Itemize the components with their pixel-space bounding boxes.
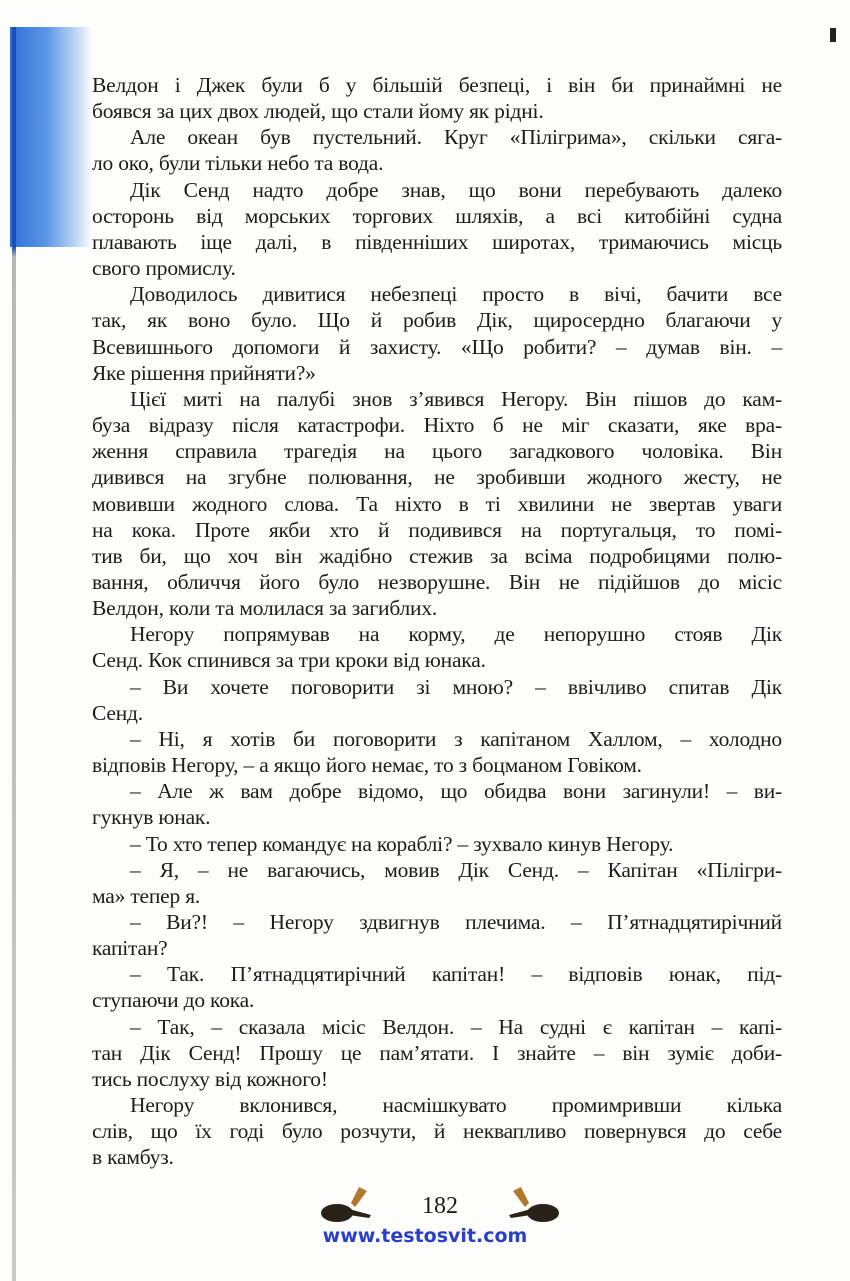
text-line: Але океан був пустельний. Круг «Пілігрима», скільки сяга- bbox=[130, 125, 782, 150]
corner-mark bbox=[830, 28, 836, 42]
text-line: плавають іще далі, в південніших широтах, тримаючись місць bbox=[92, 229, 782, 254]
text-line: так, як воно було. Що й робив Дік, щиросердно благаючи у bbox=[92, 308, 782, 333]
text-line: Всевишнього допомоги й захисту. «Що робити? – думав він. – bbox=[92, 334, 782, 359]
text-line: Доводилось дивитися небезпеці просто в вічі, бачити все bbox=[130, 282, 782, 307]
text-line: – Ні, я хотів би поговорити з капітаном Халлом, – холодно bbox=[130, 726, 782, 751]
text-line: Дік Сенд надто добре знав, що вони перебувають далеко bbox=[130, 177, 782, 202]
body-text bbox=[92, 72, 782, 1171]
text-line: – Ви хочете поговорити зі мною? – ввічливо спитав Дік bbox=[130, 674, 782, 699]
text-line: – То хто тепер командує на кораблі? – зухвало кинув Негору. bbox=[130, 831, 674, 856]
blue-margin-band bbox=[10, 27, 92, 247]
text-line: ма» тепер я. bbox=[92, 883, 201, 908]
page-number: 182 bbox=[422, 1193, 458, 1219]
text-line: осторонь від морських торгових шляхів, а всі китобійні судна bbox=[92, 203, 782, 228]
text-line: на кока. Проте якби хто й подивився на португальця, то помі- bbox=[92, 517, 782, 542]
text-line: свого промислу. bbox=[92, 256, 236, 281]
text-line: мовивши жодного слова. Та ніхто в ті хвилини не звертав уваги bbox=[92, 491, 782, 516]
pointing-hand-right-icon bbox=[505, 1185, 565, 1225]
text-line: Яке рішення прийняти?» bbox=[92, 360, 316, 385]
text-line: тись послуху від кожного! bbox=[92, 1066, 328, 1091]
website-link[interactable]: www.testosvit.com bbox=[322, 1225, 528, 1247]
text-line: Сенд. Кок спинився за три кроки від юнака. bbox=[92, 648, 486, 673]
text-line: тив би, що хоч він жадібно стежив за всіма подробицями полю- bbox=[92, 543, 782, 568]
text-line: вання, обличчя його було незворушне. Він не підійшов до місіс bbox=[92, 569, 782, 594]
text-line: – Але ж вам добре відомо, що обидва вони загинули! – ви- bbox=[130, 779, 782, 804]
text-line: Сенд. bbox=[92, 700, 143, 725]
text-line: відповів Негору, – а якщо його немає, то з боцманом Говіком. bbox=[92, 753, 642, 778]
text-line: – Так, – сказала місіс Велдон. – На судні є капітан – капі- bbox=[130, 1014, 782, 1039]
text-line: гукнув юнак. bbox=[92, 805, 211, 830]
text-line: Цієї миті на палубі знов з’явився Негору. Він пішов до кам- bbox=[130, 386, 782, 411]
text-line: ження справила трагедія на цього загадкового чоловіка. Він bbox=[92, 439, 782, 464]
text-line: Негору попрямував на корму, де непорушно стояв Дік bbox=[130, 622, 782, 647]
margin-rule bbox=[12, 27, 16, 1281]
text-line: тан Дік Сенд! Прошу це пам’ятати. І знайте – він зуміє доби- bbox=[92, 1040, 782, 1065]
text-line: ступаючи до кока. bbox=[92, 988, 255, 1013]
text-line: Негору вклонився, насмішкувато промимривши кілька bbox=[130, 1093, 782, 1118]
text-line: в камбуз. bbox=[92, 1145, 174, 1170]
text-line: – Я, – не вагаючись, мовив Дік Сенд. – Капітан «Пілігри- bbox=[130, 857, 782, 882]
text-line: буза відразу після катастрофи. Ніхто б не міг сказати, яке вра- bbox=[92, 413, 782, 438]
text-line: Велдон і Джек були б у більшій безпеці, і він би принаймні не bbox=[92, 73, 782, 97]
pointing-hand-left-icon bbox=[315, 1185, 375, 1225]
text-line: – Ви?! – Негору здвигнув плечима. – П’ятнадцятирічний bbox=[130, 910, 782, 934]
text-line: боявся за цих двох людей, що стали йому як рідні. bbox=[92, 99, 544, 124]
text-line: Велдон, коли та молилася за загиблих. bbox=[92, 596, 438, 621]
text-line: – Так. П’ятнадцятирічний капітан! – відповів юнак, під- bbox=[130, 962, 782, 987]
text-line: капітан? bbox=[92, 936, 168, 961]
text-line: слів, що їх годі було розчути, й неквапливо повернувся до себе bbox=[92, 1119, 782, 1144]
text-line: ло око, були тільки небо та вода. bbox=[92, 151, 384, 176]
text-line: дивився на згубне полювання, не зробивши жодного жесту, не bbox=[92, 465, 782, 490]
